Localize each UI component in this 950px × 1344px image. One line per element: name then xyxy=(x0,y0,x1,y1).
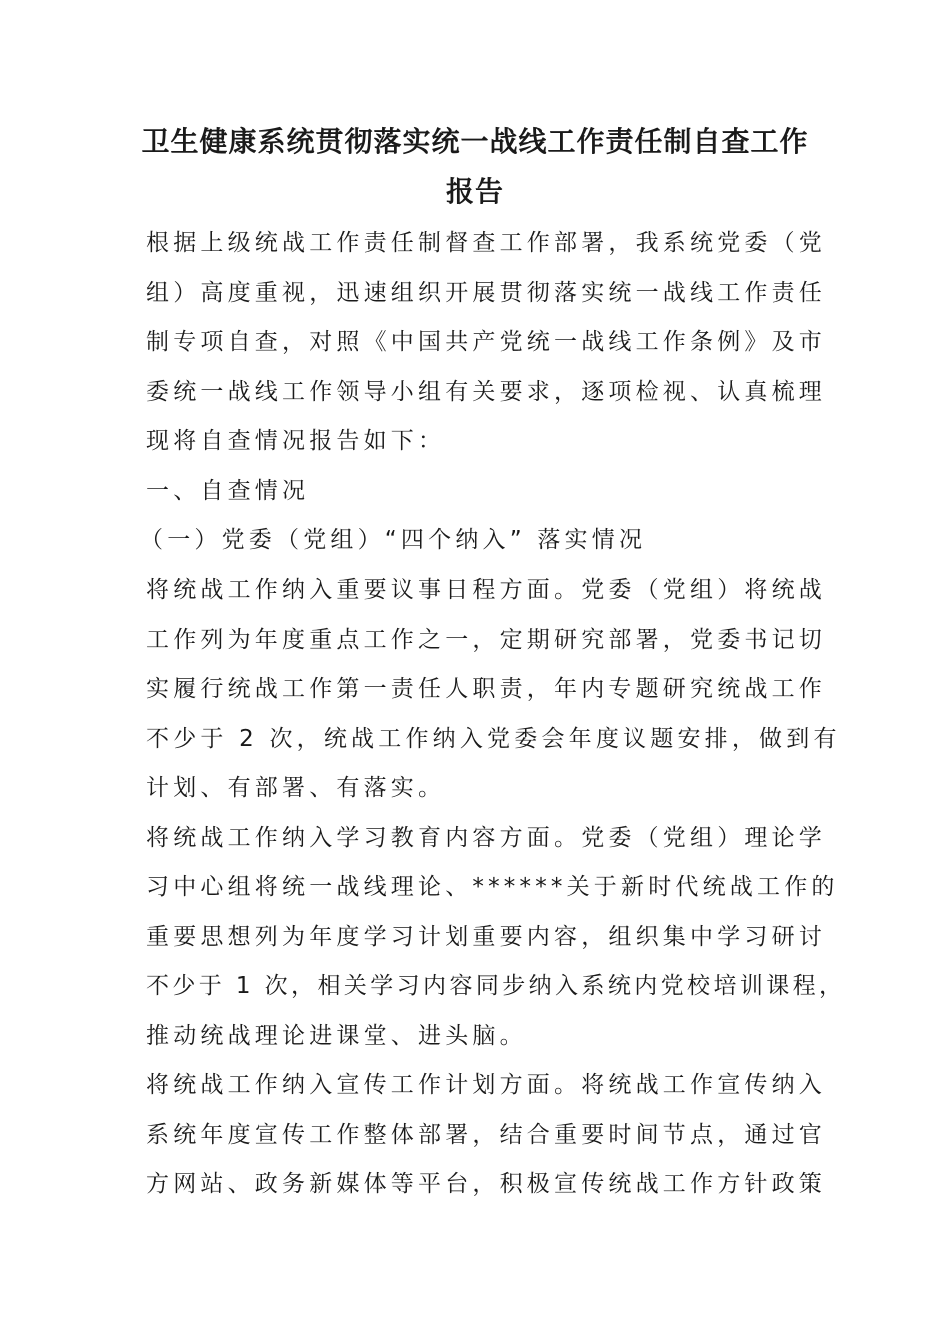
subsection-heading: （一）党委（党组）“四个纳入” 落实情况 xyxy=(140,527,647,553)
paragraph-line: 重要思想列为年度学习计划重要内容，组织集中学习研讨 xyxy=(146,924,826,950)
paragraph-line: 根据上级统战工作责任制督查工作部署，我系统党委（党 xyxy=(146,230,826,256)
paragraph-line: 将统战工作纳入重要议事日程方面。党委（党组）将统战 xyxy=(146,577,826,603)
paragraph-line: 推动统战理论进课堂、进头脑。 xyxy=(146,1023,527,1049)
document-title-line-1: 卫生健康系统贯彻落实统一战线工作责任制自查工作 xyxy=(141,125,809,158)
paragraph-line: 将统战工作纳入学习教育内容方面。党委（党组）理论学 xyxy=(146,825,826,851)
paragraph-line: 委统一战线工作领导小组有关要求，逐项检视、认真梳理 xyxy=(146,379,826,405)
paragraph-line: 系统年度宣传工作整体部署，结合重要时间节点，通过官 xyxy=(146,1122,826,1148)
section-heading: 一、自查情况 xyxy=(146,478,310,504)
paragraph-line: 工作列为年度重点工作之一，定期研究部署，党委书记切 xyxy=(146,627,826,653)
paragraph-line: 制专项自查，对照《中国共产党统一战线工作条例》及市 xyxy=(146,329,826,355)
paragraph-line: 不少于 2 次，统战工作纳入党委会年度议题安排，做到有 xyxy=(146,726,841,752)
paragraph-line: 组）高度重视，迅速组织开展贯彻落实统一战线工作责任 xyxy=(146,280,826,306)
paragraph-line: 将统战工作纳入宣传工作计划方面。将统战工作宣传纳入 xyxy=(146,1072,826,1098)
document-title-line-2: 报告 xyxy=(445,175,504,208)
paragraph-line: 不少于 1 次，相关学习内容同步纳入系统内党校培训课程， xyxy=(146,973,846,999)
paragraph-line: 现将自查情况报告如下： xyxy=(146,428,446,454)
paragraph-line: 习中心组将统一战线理论、******关于新时代统战工作的 xyxy=(146,874,839,900)
paragraph-line: 计划、有部署、有落实。 xyxy=(146,775,446,801)
paragraph-line: 实履行统战工作第一责任人职责，年内专题研究统战工作 xyxy=(146,676,826,702)
paragraph-line: 方网站、政务新媒体等平台，积极宣传统战工作方针政策 xyxy=(146,1171,826,1197)
